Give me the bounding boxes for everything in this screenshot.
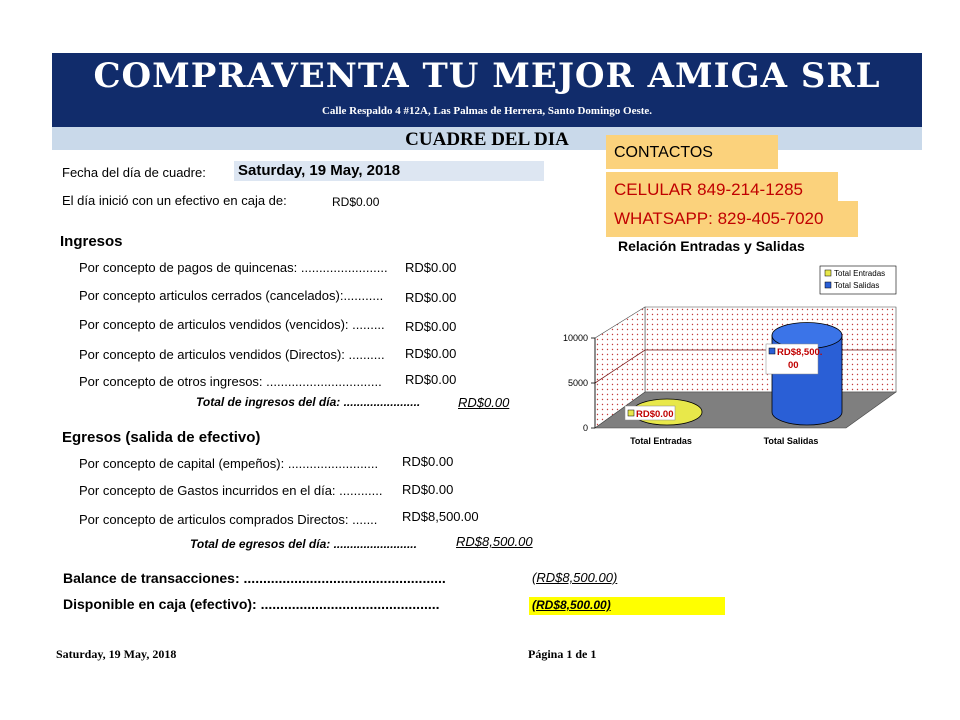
legend-label: Total Salidas: [834, 281, 880, 290]
ingresos-heading: Ingresos: [60, 233, 123, 250]
legend-label: Total Entradas: [834, 269, 886, 278]
legend-swatch: [825, 270, 831, 276]
ingreso-row-label: Por concepto de articulos vendidos (vencidos): .........: [79, 317, 385, 332]
ingreso-row-amount: RD$0.00: [405, 260, 457, 275]
ingresos-total-value: RD$0.00: [458, 395, 510, 410]
egresos-total-value: RD$8,500.00: [456, 534, 533, 549]
contacts-heading: CONTACTOS: [606, 135, 778, 169]
footer-page: Página 1 de 1: [528, 647, 597, 661]
data-label: 00: [788, 360, 799, 371]
egreso-row-amount: RD$0.00: [402, 454, 454, 469]
ingreso-row-label: Por concepto de pagos de quincenas: ........................: [79, 260, 388, 275]
ingreso-row-amount: RD$0.00: [405, 372, 457, 387]
y-tick-label: 0: [582, 423, 588, 433]
legend-swatch: [825, 282, 831, 288]
ingresos-total-label: Total de ingresos del día: .......................: [196, 395, 421, 409]
data-label: RD$8,500.: [777, 347, 823, 358]
egreso-row-label: Por concepto de Gastos incurridos en el día: ............: [79, 483, 383, 498]
company-address: Calle Respaldo 4 #12A, Las Palmas de Herrera, Santo Domingo Oeste.: [321, 105, 653, 117]
data-label: RD$0.00: [636, 409, 674, 420]
footer-date: Saturday, 19 May, 2018: [56, 647, 177, 661]
disponible-value: (RD$8,500.00): [532, 598, 611, 612]
ingreso-row-amount: RD$0.00: [405, 319, 457, 334]
contact-celular: CELULAR 849-214-1285: [606, 172, 838, 206]
date-label: Fecha del día de cuadre:: [62, 165, 206, 180]
start-cash-value: RD$0.00: [332, 195, 380, 209]
ingreso-row-amount: RD$0.00: [405, 346, 457, 361]
balance-value: (RD$8,500.00): [532, 570, 618, 585]
balance-label: Balance de transacciones: ....................................................: [63, 570, 446, 586]
company-name: COMPRAVENTA TU MEJOR AMIGA SRL: [93, 56, 881, 96]
ingreso-row-label: Por concepto articulos cerrados (cancelados):...........: [79, 288, 384, 303]
ingreso-row-label: Por concepto de otros ingresos: ................................: [79, 374, 382, 389]
disponible-label: Disponible en caja (efectivo): ..............................................: [63, 596, 440, 612]
chart: [550, 262, 910, 458]
chart-bar: [766, 323, 842, 426]
date-value: Saturday, 19 May, 2018: [234, 161, 544, 181]
y-tick-label: 10000: [562, 333, 588, 343]
egreso-row-amount: RD$8,500.00: [402, 509, 479, 524]
egreso-row-label: Por concepto de capital (empeños): .........................: [79, 456, 379, 471]
contact-whatsapp: WHATSAPP: 829-405-7020: [606, 201, 858, 237]
egreso-row-label: Por concepto de articulos comprados Directos: .......: [79, 512, 378, 527]
y-tick-label: 5000: [567, 378, 588, 388]
x-tick-label: Total Entradas: [630, 436, 692, 446]
egreso-row-amount: RD$0.00: [402, 482, 454, 497]
start-cash-label: El día inició con un efectivo en caja de:: [62, 193, 287, 208]
egresos-total-label: Total de egresos del día: .........................: [190, 537, 417, 551]
x-tick-label: Total Salidas: [763, 436, 819, 446]
page-title: CUADRE DEL DIA: [405, 129, 569, 150]
chart-title: Relación Entradas y Salidas: [618, 238, 805, 254]
ingreso-row-label: Por concepto de articulos vendidos (Directos): ..........: [79, 347, 385, 362]
ingreso-row-amount: RD$0.00: [405, 290, 457, 305]
egresos-heading: Egresos (salida de efectivo): [62, 429, 261, 446]
